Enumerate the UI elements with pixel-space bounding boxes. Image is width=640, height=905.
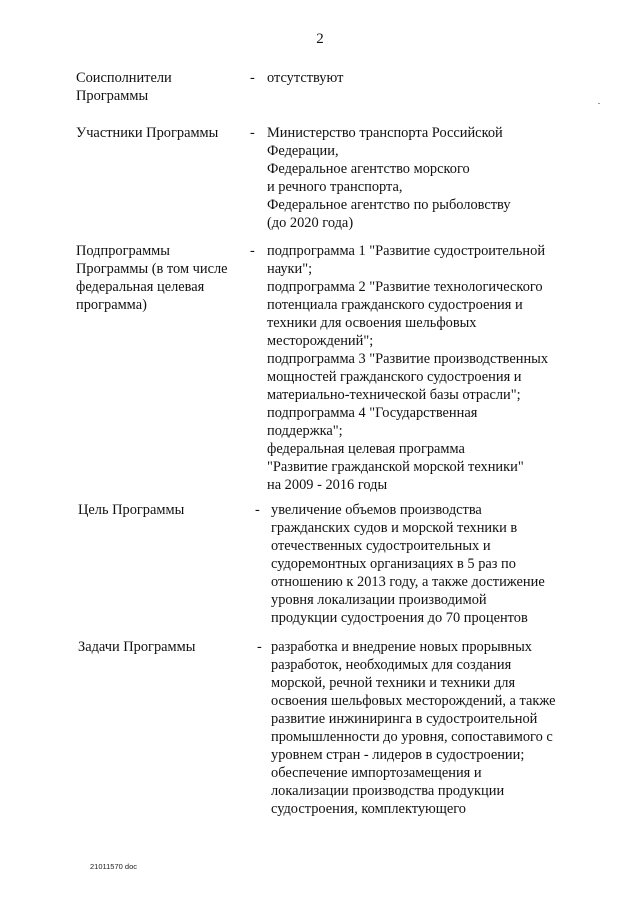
label-line: Программы — [76, 88, 149, 104]
value-line: отношению к 2013 году, а также достижение — [271, 574, 545, 590]
value-line: отечественных судостроительных и — [271, 538, 491, 554]
dash: - — [255, 502, 260, 518]
page-number: 2 — [316, 31, 324, 47]
value-line: мощностей гражданского судостроения и — [267, 369, 522, 385]
label-line: Подпрограммы — [76, 243, 170, 259]
section-value-participants — [267, 124, 511, 232]
value-line: Федеральное агентство по рыболовству — [267, 197, 511, 213]
value-line: потенциала гражданского судостроения и — [267, 297, 523, 313]
value-line: судоремонтных организациях в 5 раз по — [271, 556, 516, 572]
label-line: Соисполнители — [76, 70, 172, 86]
value-line: материально-технической базы отрасли"; — [267, 387, 521, 403]
value-line: "Развитие гражданской морской техники" — [267, 459, 524, 475]
section-value-subprograms — [267, 242, 548, 494]
value-line: месторождений"; — [267, 333, 374, 349]
value-line: Федеральное агентство морского — [267, 161, 470, 177]
value-line: судостроения, комплектующего — [271, 801, 466, 817]
value-line: обеспечение импортозамещения и — [271, 765, 482, 781]
section-label-subprograms — [76, 242, 228, 314]
section-value-goal — [271, 501, 545, 627]
label-line: Задачи Программы — [78, 639, 196, 655]
document-footer-code: 21011570 doc — [90, 862, 137, 871]
section-label-goal — [78, 501, 184, 519]
value-line: гражданских судов и морской техники в — [271, 520, 518, 536]
value-line: увеличение объемов производства — [271, 502, 482, 518]
section-value-tasks — [271, 638, 556, 818]
section-value-coexecutors — [267, 69, 343, 87]
value-line: и речного транспорта, — [267, 179, 403, 195]
label-line: федеральная целевая — [76, 279, 205, 295]
label-line: Цель Программы — [78, 502, 185, 518]
value-line: освоения шельфовых месторождений, а также — [271, 693, 556, 709]
value-line: подпрограмма 4 "Государственная — [267, 405, 478, 421]
value-line: техники для освоения шельфовых — [267, 315, 477, 331]
value-line: продукции судостроения до 70 процентов — [271, 610, 528, 626]
section-label-coexecutors — [76, 69, 172, 105]
value-line: науки"; — [267, 261, 313, 277]
label-line: программа) — [76, 297, 147, 313]
value-line: (до 2020 года) — [267, 215, 354, 231]
value-line: подпрограмма 3 "Развитие производственных — [267, 351, 549, 367]
value-line: уровня локализации производимой — [271, 592, 487, 608]
value-line: промышленности до уровня, сопоставимого с — [271, 729, 553, 745]
dash: - — [250, 70, 255, 86]
section-label-participants — [76, 124, 218, 142]
dash: - — [250, 125, 255, 141]
value-line: отсутствуют — [267, 70, 344, 86]
scan-speck — [598, 103, 600, 104]
value-line: развитие инжиниринга в судостроительной — [271, 711, 538, 727]
dash: - — [257, 639, 262, 655]
value-line: подпрограмма 1 "Развитие судостроительной — [267, 243, 546, 259]
label-line: Участники Программы — [76, 125, 219, 141]
value-line: подпрограмма 2 "Развитие технологического — [267, 279, 543, 295]
label-line: Программы (в том числе — [76, 261, 228, 277]
value-line: разработок, необходимых для создания — [271, 657, 512, 673]
value-line: на 2009 - 2016 годы — [267, 477, 388, 493]
value-line: уровнем стран - лидеров в судостроении; — [271, 747, 525, 763]
value-line: Министерство транспорта Российской — [267, 125, 503, 141]
value-line: поддержка"; — [267, 423, 343, 439]
section-label-tasks — [78, 638, 195, 656]
value-line: локализации производства продукции — [271, 783, 505, 799]
dash: - — [250, 243, 255, 259]
value-line: федеральная целевая программа — [267, 441, 465, 457]
value-line: разработка и внедрение новых прорывных — [271, 639, 532, 655]
value-line: морской, речной техники и техники для — [271, 675, 516, 691]
value-line: Федерации, — [267, 143, 339, 159]
